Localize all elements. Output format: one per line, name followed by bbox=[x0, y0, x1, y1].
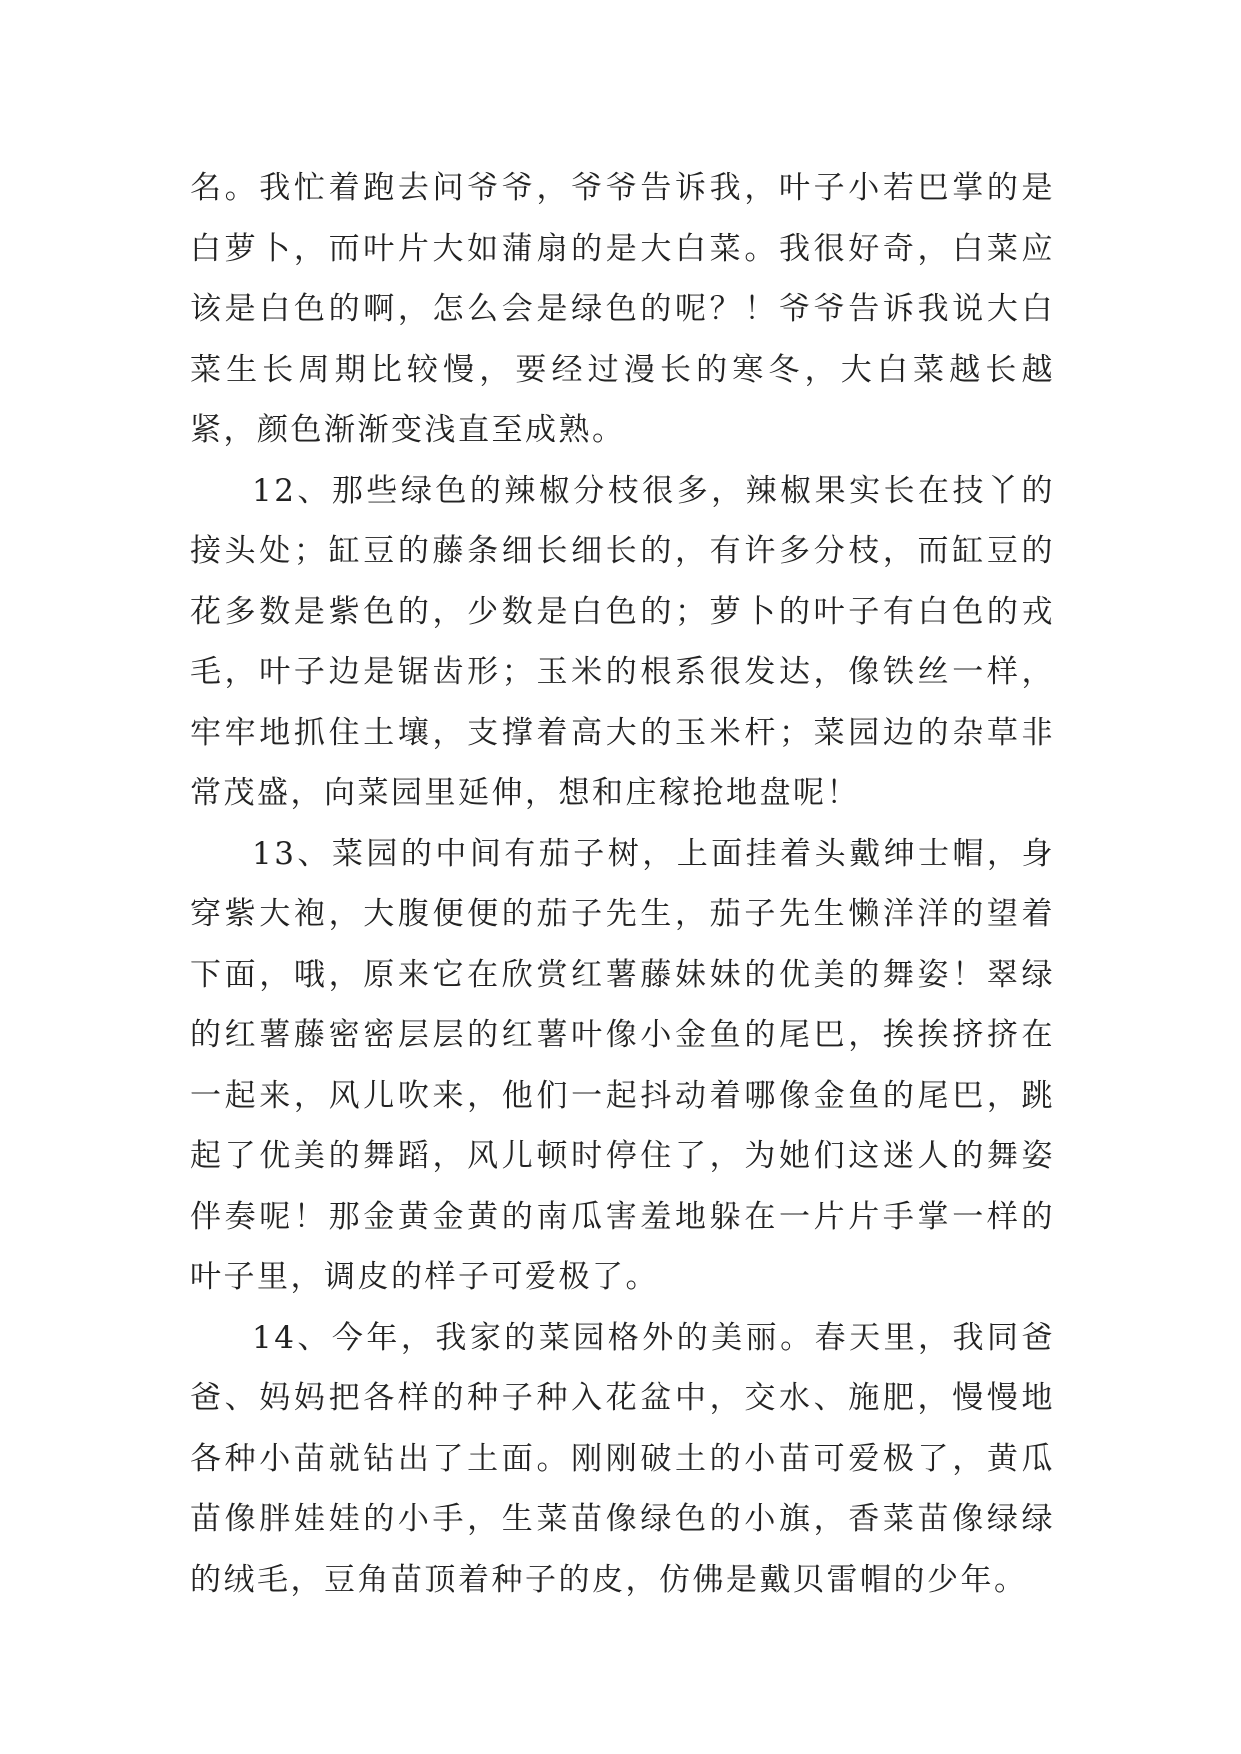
paragraph-12: 12、那些绿色的辣椒分枝很多，辣椒果实长在技丫的接头处；缸豆的藤条细长细长的，有许多分枝，而缸豆的花多数是紫色的，少数是白色的；萝卜的叶子有白色的戎毛，叶子边是锯齿形；玉米的根系很发达，像铁丝一样，牢牢地抓住土壤，支撑着高大的玉米杆；菜园边的杂草非常茂盛，向菜园里延伸，想和庄稼抢地盘呢！ bbox=[190, 472, 1055, 811]
document-body bbox=[190, 158, 1055, 1610]
paragraph-14: 14、今年，我家的菜园格外的美丽。春天里，我同爸爸、妈妈把各样的种子种入花盆中，交水、施肥，慢慢地各种小苗就钻出了土面。刚刚破土的小苗可爱极了，黄瓜苗像胖娃娃的小手，生菜苗像绿色的小旗，香菜苗像绿绿的绒毛，豆角苗顶着种子的皮，仿佛是戴贝雷帽的少年。 bbox=[190, 1319, 1055, 1598]
paragraph-continuation: 名。我忙着跑去问爷爷，爷爷告诉我，叶子小若巴掌的是白萝卜，而叶片大如蒲扇的是大白菜。我很好奇，白菜应该是白色的啊，怎么会是绿色的呢？！爷爷告诉我说大白菜生长周期比较慢，要经过漫长的寒冬，大白菜越长越紧，颜色渐渐变浅直至成熟。 bbox=[190, 170, 1055, 448]
paragraph-13: 13、菜园的中间有茄子树，上面挂着头戴绅士帽，身穿紫大袍，大腹便便的茄子先生，茄子先生懒洋洋的望着下面，哦，原来它在欣赏红薯藤妹妹的优美的舞姿！翠绿的红薯藤密密层层的红薯叶像小金鱼的尾巴，挨挨挤挤在一起来，风儿吹来，他们一起抖动着哪像金鱼的尾巴，跳起了优美的舞蹈，风儿顿时停住了，为她们这迷人的舞姿伴奏呢！那金黄金黄的南瓜害羞地躲在一片片手掌一样的叶子里，调皮的样子可爱极了。 bbox=[190, 835, 1055, 1295]
